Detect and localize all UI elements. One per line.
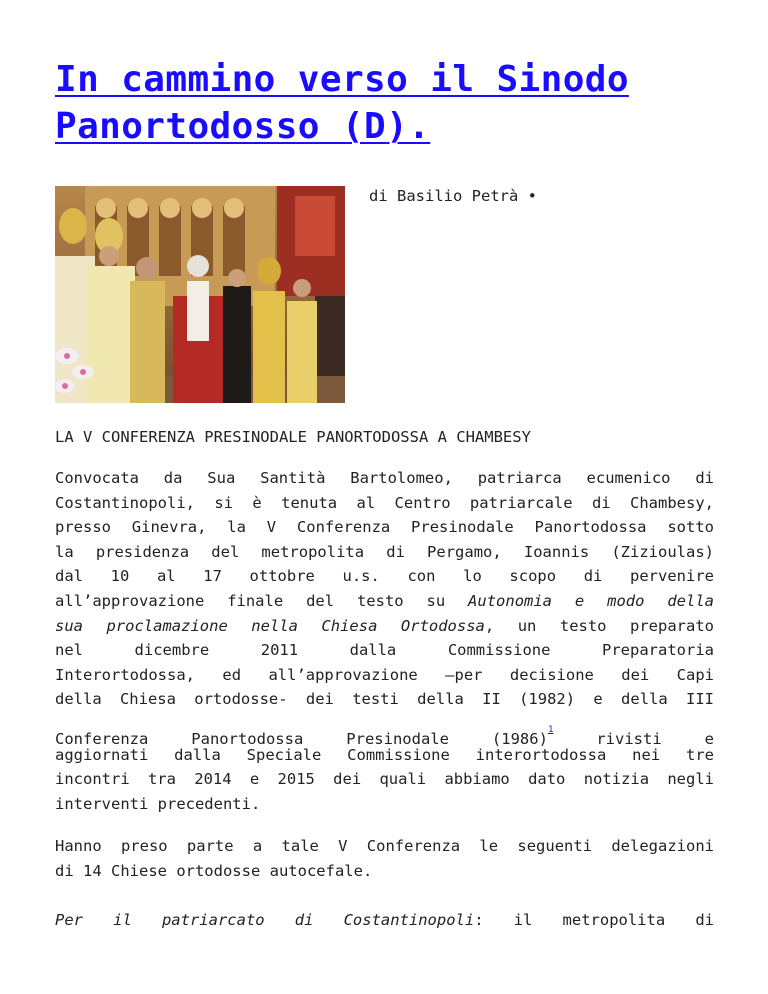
text-line: dal 10 al 17 ottobre u.s. con lo scopo di pervenire <box>55 567 714 586</box>
section-heading: LA V CONFERENZA PRESINODALE PANORTODOSSA A CHAMBESY <box>55 428 531 446</box>
text-run: : il metropolita di <box>474 911 714 929</box>
text-line <box>55 718 715 748</box>
italic-title: Autonomia e modo della <box>468 591 714 610</box>
italic-title: sua proclamazione nella Chiesa Ortodossa <box>55 616 485 635</box>
text-line: Interortodossa, ed all’approvazione –per decisione dei Capi <box>55 665 714 684</box>
text-line: nel dicembre 2011 dalla Commissione Preparatoria <box>55 641 714 660</box>
italic-heading: Per il patriarcato di Costantinopoli <box>55 911 475 929</box>
article-byline: di Basilio Petrà • <box>369 187 537 205</box>
paragraph-2 <box>55 834 714 883</box>
text-run: , un testo preparato <box>484 616 714 635</box>
article-photo <box>55 186 345 403</box>
article-title-line-1[interactable]: In cammino verso il Sinodo <box>55 59 629 100</box>
text-line: presso Ginevra, la V Conferenza Presinodale Panortodossa sotto <box>55 518 714 537</box>
text-line: la presidenza del metropolita di Pergamo, Ioannis (Zizioulas) <box>55 542 714 561</box>
text-line: aggiornati dalla Speciale Commissione interortodossa nei tre <box>55 745 714 764</box>
footnote-link[interactable]: 1 <box>547 724 554 735</box>
text-line <box>55 908 714 933</box>
article-title-line-2[interactable]: Panortodosso (D). <box>55 106 431 147</box>
text-line: Costantinopoli, si è tenuta al Centro patriarcale di Chambesy, <box>55 493 714 512</box>
text-line: Hanno preso parte a tale V Conferenza le seguenti delegazioni <box>55 837 714 855</box>
text-run: all’approvazione finale del testo su <box>55 591 469 610</box>
text-line: interventi precedenti. <box>55 794 261 813</box>
text-line: di 14 Chiese ortodosse autocefale. <box>55 861 373 880</box>
paragraph-3 <box>55 908 714 933</box>
text-line <box>55 614 714 639</box>
text-run: Conferenza Panortodossa Presinodale (1986) <box>55 729 548 748</box>
article-title-link[interactable] <box>55 56 720 150</box>
text-line <box>55 589 714 614</box>
text-run: rivisti e <box>553 729 715 748</box>
paragraph-1 <box>55 466 714 816</box>
text-line: incontri tra 2014 e 2015 dei quali abbiamo dato notizia negli <box>55 770 714 789</box>
text-line: Convocata da Sua Santità Bartolomeo, patriarca ecumenico di <box>55 469 714 487</box>
text-line: della Chiesa ortodosse- dei testi della II (1982) e della III <box>55 690 714 709</box>
